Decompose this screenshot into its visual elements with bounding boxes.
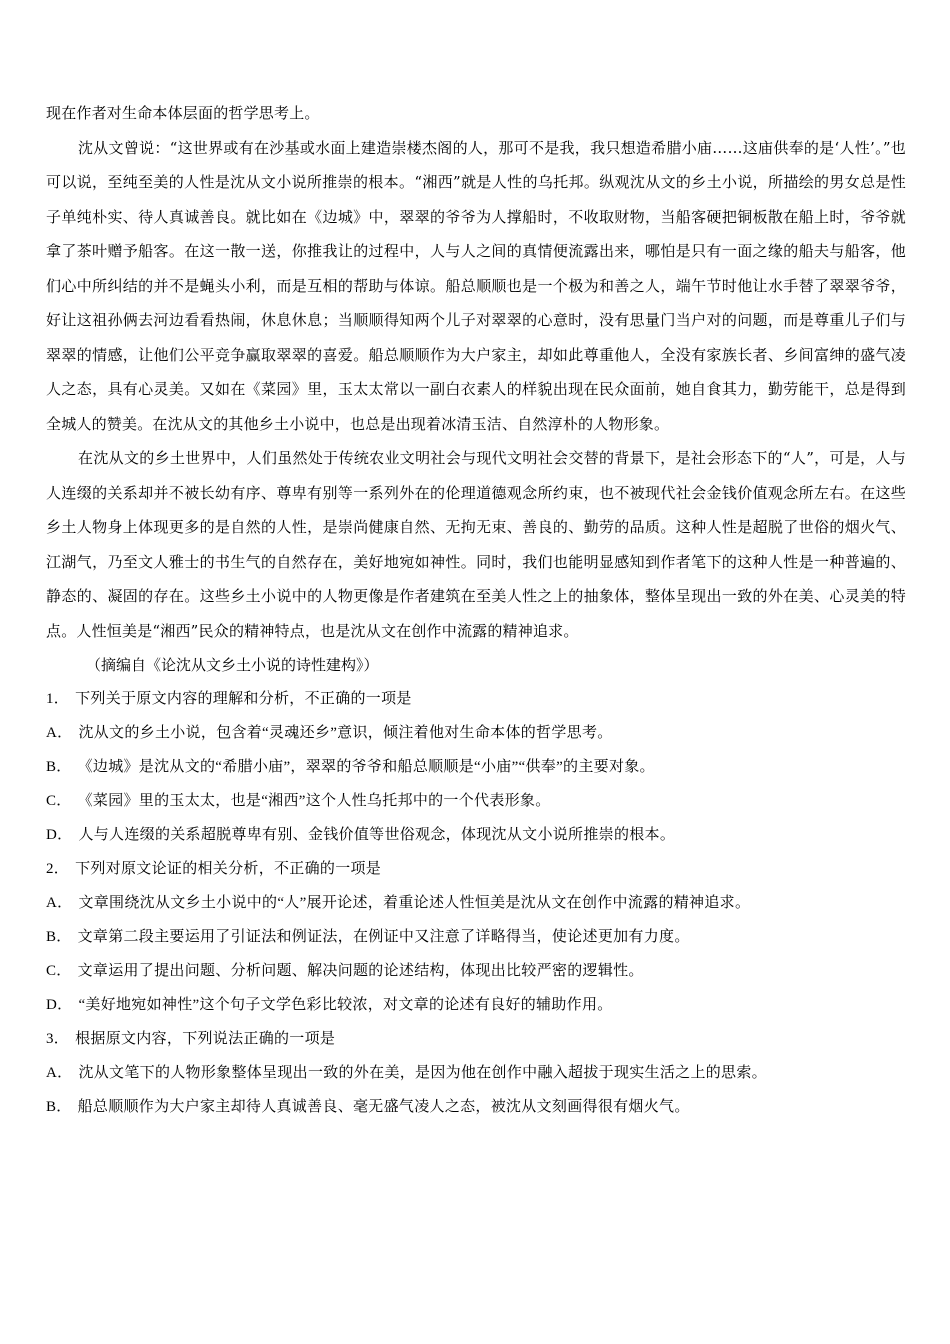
article-paragraph-2: 在沈从文的乡土世界中，人们虽然处于传统农业文明社会与现代文明社会交替的背景下，是社会形态下的“人”，可是，人与人连缀的关系却并不被长幼有序、尊卑有别等一系列外在的伦理道德观念所约束，也不被现代社会金钱价值观念所左右。在这些乡土人物身上体现更多的是自然的人性，是崇尚健康自然、无拘无束、善良的、勤劳的品质。这种人性是超脱了世俗的烟火气、江湖气，乃至文人雅士的书生气的自然存在，美好地宛如神性。同时，我们也能明显感知到作者笔下的这种人性是一种普遍的、静态的、凝固的存在。这些乡土小说中的人物更像是作者建筑在至美人性之上的抽象体，整体呈现出一致的外在美、心灵美的特点。人性恒美是“湘西”民众的精神特点，也是沈从文在创作中流露的精神追求。 — [46, 449, 906, 640]
page-content — [46, 96, 906, 1124]
question-number: 1． — [46, 691, 70, 707]
option-text: 文章运用了提出问题、分析问题、解决问题的论述结构，体现出比较严密的逻辑性。 — [77, 963, 644, 979]
question-2-option-b[interactable] — [46, 920, 906, 954]
article-paragraph-1: 沈从文曾说：“这世界或有在沙基或水面上建造崇楼杰阁的人，那可不是我，我只想造希腊小庙……这庙供奉的是‘人性’。”也可以说，至纯至美的人性是沈从文小说所推崇的根本。“湘西”就是人性的乌托邦。纵观沈从文的乡土小说，所描绘的男女总是性子单纯朴实、待人真诚善良。就比如在《边城》中，翠翠的爷爷为人撑船时，不收取财物，当船客硬把铜板散在船上时，爷爷就拿了茶叶赠予船客。在这一散一送，你推我让的过程中，人与人之间的真情便流露出来，哪怕是只有一面之缘的船夫与船客，他们心中所纠结的并不是蝇头小利，而是互相的帮助与体谅。船总顺顺也是一个极为和善之人，端午节时他让水手替了翠翠爷爷，好让这祖孙俩去河边看看热闹，休息休息；当顺顺得知两个儿子对翠翠的心意时，没有思量门当户对的问题，而是尊重儿子们与翠翠的情感，让他们公平竞争赢取翠翠的喜爱。船总顺顺作为大户家主，却如此尊重他人，全没有家族长者、乡间富绅的盛气凌人之态，具有心灵美。又如在《菜园》里，玉太太常以一副白衣素人的样貌出现在民众面前，她自食其力，勤劳能干，总是得到全城人的赞美。在沈从文的其他乡土小说中，也总是出现着冰清玉洁、自然淳朴的人物形象。 — [46, 138, 906, 433]
option-label: A． — [46, 895, 73, 911]
question-2-option-a[interactable] — [46, 886, 906, 920]
option-label: B． — [46, 1099, 72, 1115]
option-text: 人与人连缀的关系超脱尊卑有别、金钱价值等世俗观念，体现沈从文小说所推崇的根本。 — [78, 827, 676, 843]
option-text: 《菜园》里的玉太太，也是“湘西”这个人性乌托邦中的一个代表形象。 — [77, 793, 551, 809]
option-text: “美好地宛如神性”这个句子文学色彩比较浓，对文章的论述有良好的辅助作用。 — [78, 997, 613, 1013]
question-3-option-b[interactable] — [46, 1090, 906, 1124]
option-label: A． — [46, 1065, 73, 1081]
option-text: 文章第二段主要运用了引证法和例证法，在例证中又注意了详略得当，使论述更加有力度。 — [77, 929, 690, 945]
option-text: 文章围绕沈从文乡土小说中的“人”展开论述，着重论述人性恒美是沈从文在创作中流露的精神追求。 — [78, 895, 751, 911]
question-2-stem — [46, 852, 906, 886]
question-2-option-d[interactable] — [46, 988, 906, 1022]
option-label: B． — [46, 759, 72, 775]
option-label: B． — [46, 929, 72, 945]
option-text: 沈从文笔下的人物形象整体呈现出一致的外在美，是因为他在创作中融入超拔于现实生活之上的思索。 — [78, 1065, 767, 1081]
option-text: 船总顺顺作为大户家主却待人真诚善良、毫无盛气凌人之态，被沈从文刻画得很有烟火气。 — [77, 1099, 690, 1115]
question-text: 下列关于原文内容的理解和分析，不正确的一项是 — [75, 691, 412, 707]
article-source: （摘编自《论沈从文乡土小说的诗性建构》） — [86, 656, 379, 674]
question-1-option-c[interactable] — [46, 784, 906, 818]
question-number: 3． — [46, 1031, 70, 1047]
option-text: 沈从文的乡土小说，包含着“灵魂还乡”意识，倾注着他对生命本体的哲学思考。 — [78, 725, 613, 741]
option-label: C． — [46, 963, 72, 979]
question-1-option-b[interactable] — [46, 750, 906, 784]
option-label: A． — [46, 725, 73, 741]
question-1-stem — [46, 682, 906, 716]
option-label: D． — [46, 827, 73, 843]
option-label: C． — [46, 793, 72, 809]
question-2-option-c[interactable] — [46, 954, 906, 988]
question-1-option-a[interactable] — [46, 716, 906, 750]
question-text: 根据原文内容，下列说法正确的一项是 — [75, 1031, 336, 1047]
question-3-stem — [46, 1022, 906, 1056]
question-text: 下列对原文论证的相关分析，不正确的一项是 — [75, 861, 382, 877]
question-1-option-d[interactable] — [46, 818, 906, 852]
option-text: 《边城》是沈从文的“希腊小庙”，翠翠的爷爷和船总顺顺是“小庙”“供奉”的主要对象。 — [77, 759, 655, 775]
question-3-option-a[interactable] — [46, 1056, 906, 1090]
article-paragraph-0: 现在作者对生命本体层面的哲学思考上。 — [46, 104, 320, 122]
question-number: 2． — [46, 861, 70, 877]
option-label: D． — [46, 997, 73, 1013]
